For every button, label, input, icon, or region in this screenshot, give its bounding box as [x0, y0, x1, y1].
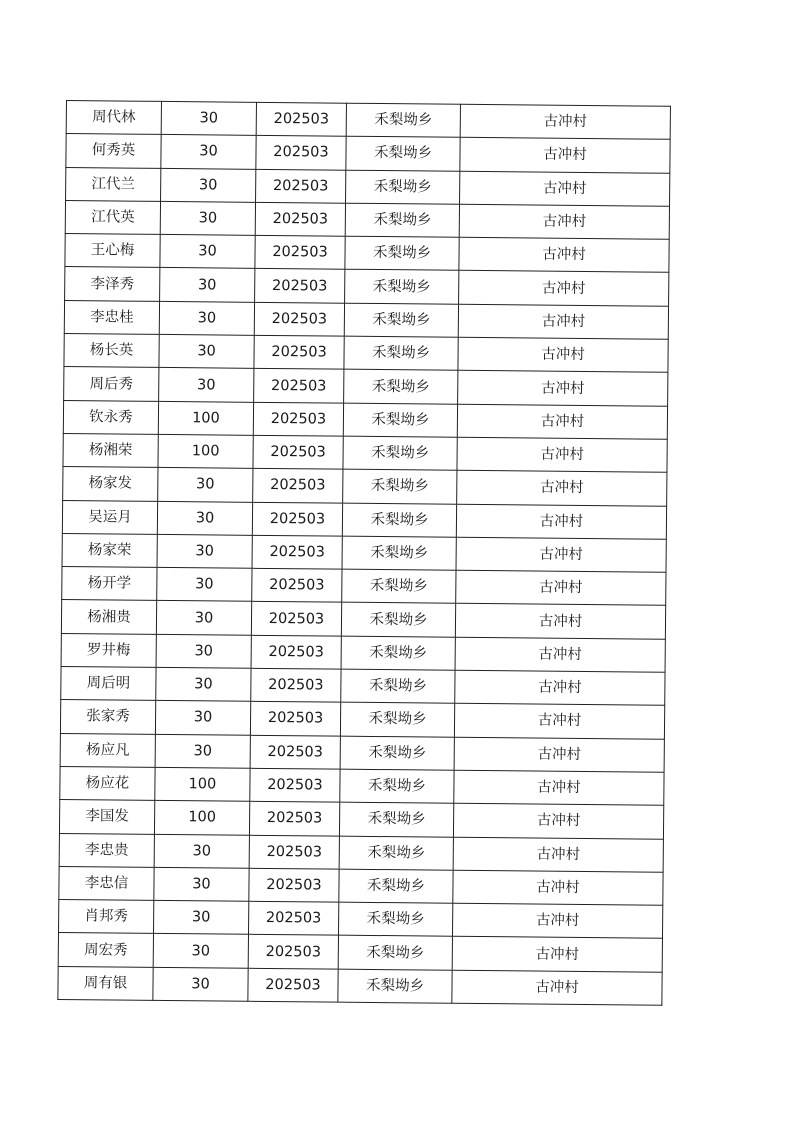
village-cell: 古冲村: [455, 670, 665, 705]
name-cell: 李忠贵: [59, 833, 154, 867]
township-cell: 禾梨坳乡: [342, 569, 456, 603]
township-cell: 禾梨坳乡: [338, 936, 452, 970]
name-cell: 李忠信: [59, 866, 154, 900]
township-cell: 禾梨坳乡: [345, 236, 459, 270]
village-cell: 古冲村: [454, 737, 664, 772]
period-cell: 202503: [253, 402, 343, 436]
township-cell: 禾梨坳乡: [339, 869, 453, 903]
village-cell: 古冲村: [459, 237, 669, 272]
name-cell: 周有银: [58, 966, 153, 1000]
amount-cell: 30: [159, 301, 254, 335]
township-cell: 禾梨坳乡: [341, 669, 455, 703]
amount-cell: 30: [156, 667, 251, 701]
village-cell: 古冲村: [453, 870, 663, 905]
village-cell: 古冲村: [456, 537, 666, 572]
amount-cell: 30: [160, 268, 255, 302]
village-cell: 古冲村: [459, 271, 669, 306]
name-cell: 李国发: [59, 800, 154, 834]
village-cell: 古冲村: [456, 570, 666, 605]
period-cell: 202503: [254, 369, 344, 403]
name-cell: 周后明: [61, 667, 156, 701]
period-cell: 202503: [254, 335, 344, 369]
village-cell: 古冲村: [453, 837, 663, 872]
village-cell: 古冲村: [456, 504, 666, 539]
name-cell: 杨长英: [64, 334, 159, 368]
village-cell: 古冲村: [458, 371, 668, 406]
name-cell: 何秀英: [66, 134, 161, 168]
period-cell: 202503: [253, 435, 343, 469]
amount-cell: 30: [155, 734, 250, 768]
amount-cell: 30: [158, 468, 253, 502]
township-cell: 禾梨坳乡: [346, 103, 460, 137]
name-cell: 杨应凡: [60, 733, 155, 767]
village-cell: 古冲村: [455, 604, 665, 639]
township-cell: 禾梨坳乡: [340, 703, 454, 737]
period-cell: 202503: [255, 202, 345, 236]
name-cell: 杨家发: [63, 467, 158, 501]
table-container: [57, 100, 670, 1006]
amount-cell: 100: [158, 401, 253, 435]
village-cell: 古冲村: [452, 903, 662, 938]
name-cell: 吴运月: [62, 500, 157, 534]
name-cell: 李泽秀: [65, 267, 160, 301]
period-cell: 202503: [250, 702, 340, 736]
village-cell: 古冲村: [453, 803, 663, 838]
village-cell: 古冲村: [452, 970, 662, 1005]
table-body: [58, 101, 671, 1006]
period-cell: 202503: [256, 102, 346, 136]
township-cell: 禾梨坳乡: [344, 336, 458, 370]
village-cell: 古冲村: [458, 337, 668, 372]
township-cell: 禾梨坳乡: [343, 403, 457, 437]
township-cell: 禾梨坳乡: [341, 636, 455, 670]
township-cell: 禾梨坳乡: [339, 802, 453, 836]
amount-cell: 30: [159, 368, 254, 402]
name-cell: 杨家荣: [62, 533, 157, 567]
township-cell: 禾梨坳乡: [340, 769, 454, 803]
township-cell: 禾梨坳乡: [343, 436, 457, 470]
subsidy-table: [57, 100, 671, 1006]
township-cell: 禾梨坳乡: [345, 203, 459, 237]
village-cell: 古冲村: [457, 471, 667, 506]
amount-cell: 30: [154, 867, 249, 901]
period-cell: 202503: [252, 502, 342, 536]
amount-cell: 30: [159, 334, 254, 368]
township-cell: 禾梨坳乡: [342, 536, 456, 570]
period-cell: 202503: [254, 302, 344, 336]
township-cell: 禾梨坳乡: [338, 902, 452, 936]
amount-cell: 30: [153, 934, 248, 968]
period-cell: 202503: [252, 535, 342, 569]
name-cell: 杨湘荣: [63, 433, 158, 467]
village-cell: 古冲村: [457, 437, 667, 472]
period-cell: 202503: [249, 835, 339, 869]
amount-cell: 100: [158, 434, 253, 468]
table-row: [58, 966, 662, 1005]
amount-cell: 30: [157, 568, 252, 602]
name-cell: 周宏秀: [58, 933, 153, 967]
amount-cell: 30: [157, 534, 252, 568]
period-cell: 202503: [251, 668, 341, 702]
township-cell: 禾梨坳乡: [341, 603, 455, 637]
amount-cell: 30: [160, 201, 255, 235]
township-cell: 禾梨坳乡: [344, 370, 458, 404]
village-cell: 古冲村: [454, 770, 664, 805]
period-cell: 202503: [255, 236, 345, 270]
name-cell: 肖邦秀: [59, 900, 154, 934]
village-cell: 古冲村: [460, 104, 670, 139]
name-cell: 江代英: [65, 200, 160, 234]
period-cell: 202503: [251, 635, 341, 669]
period-cell: 202503: [248, 935, 338, 969]
period-cell: 202503: [249, 868, 339, 902]
township-cell: 禾梨坳乡: [345, 270, 459, 304]
amount-cell: 30: [161, 101, 256, 135]
amount-cell: 100: [155, 767, 250, 801]
amount-cell: 30: [156, 601, 251, 635]
period-cell: 202503: [250, 768, 340, 802]
amount-cell: 100: [154, 801, 249, 835]
amount-cell: 30: [154, 834, 249, 868]
township-cell: 禾梨坳乡: [342, 503, 456, 537]
period-cell: 202503: [250, 735, 340, 769]
period-cell: 202503: [253, 469, 343, 503]
period-cell: 202503: [255, 269, 345, 303]
name-cell: 杨开学: [62, 567, 157, 601]
amount-cell: 30: [157, 501, 252, 535]
name-cell: 李忠桂: [64, 300, 159, 334]
period-cell: 202503: [248, 901, 338, 935]
name-cell: 杨应花: [60, 766, 155, 800]
name-cell: 周代林: [66, 101, 161, 135]
village-cell: 古冲村: [459, 204, 669, 239]
period-cell: 202503: [248, 968, 338, 1002]
period-cell: 202503: [256, 169, 346, 203]
amount-cell: 30: [160, 235, 255, 269]
township-cell: 禾梨坳乡: [343, 469, 457, 503]
township-cell: 禾梨坳乡: [338, 969, 452, 1003]
village-cell: 古冲村: [454, 704, 664, 739]
amount-cell: 30: [153, 967, 248, 1001]
name-cell: 张家秀: [60, 700, 155, 734]
amount-cell: 30: [161, 168, 256, 202]
township-cell: 禾梨坳乡: [346, 170, 460, 204]
amount-cell: 30: [154, 901, 249, 935]
name-cell: 王心梅: [65, 234, 160, 268]
amount-cell: 30: [155, 701, 250, 735]
village-cell: 古冲村: [458, 304, 668, 339]
village-cell: 古冲村: [452, 937, 662, 972]
township-cell: 禾梨坳乡: [340, 736, 454, 770]
period-cell: 202503: [252, 568, 342, 602]
name-cell: 罗井梅: [61, 633, 156, 667]
village-cell: 古冲村: [460, 171, 670, 206]
amount-cell: 30: [156, 634, 251, 668]
township-cell: 禾梨坳乡: [344, 303, 458, 337]
township-cell: 禾梨坳乡: [339, 836, 453, 870]
name-cell: 杨湘贵: [61, 600, 156, 634]
period-cell: 202503: [251, 602, 341, 636]
period-cell: 202503: [249, 802, 339, 836]
name-cell: 钦永秀: [63, 400, 158, 434]
village-cell: 古冲村: [460, 138, 670, 173]
period-cell: 202503: [256, 136, 346, 170]
village-cell: 古冲村: [457, 404, 667, 439]
name-cell: 周后秀: [64, 367, 159, 401]
township-cell: 禾梨坳乡: [346, 136, 460, 170]
village-cell: 古冲村: [455, 637, 665, 672]
name-cell: 江代兰: [66, 167, 161, 201]
amount-cell: 30: [161, 135, 256, 169]
